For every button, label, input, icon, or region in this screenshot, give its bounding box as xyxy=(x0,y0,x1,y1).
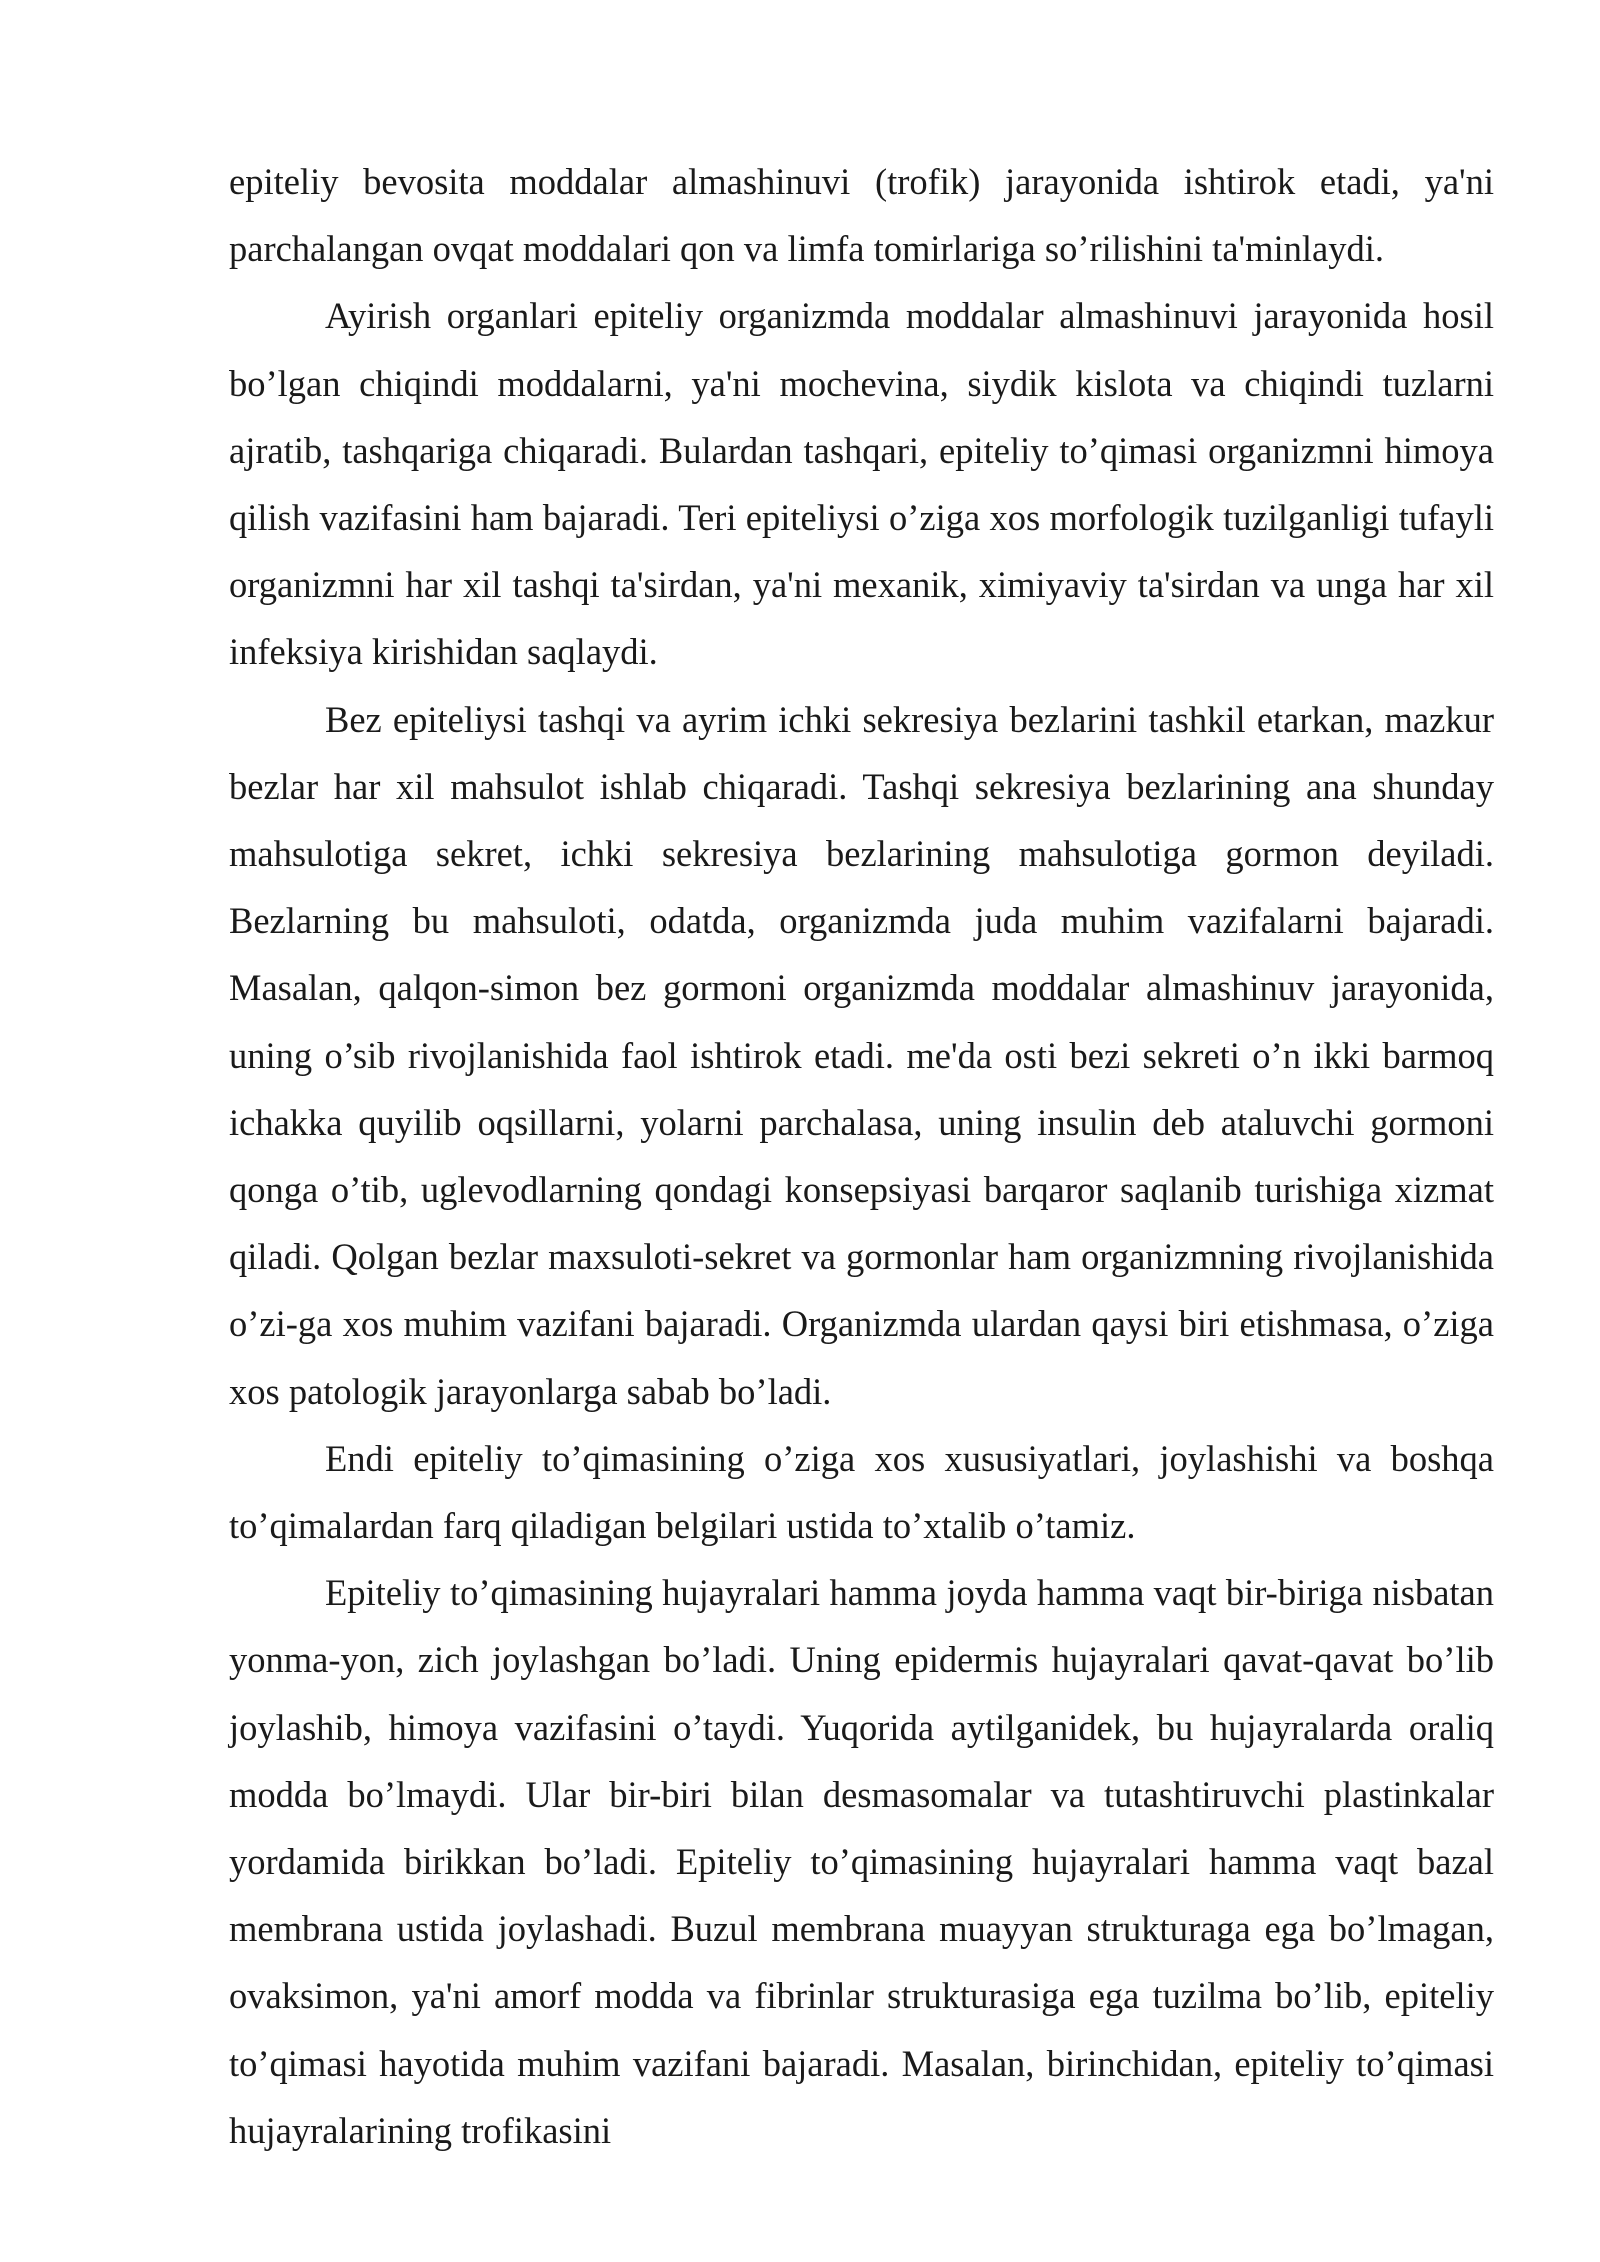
paragraph-continuation: epiteliy bevosita moddalar almashinuvi (trofik) jarayonida ishtirok etadi, ya'ni parchalangan ovqat moddalari qon va limfa tomirlariga so’rilishini ta'minlaydi. xyxy=(229,161,1494,270)
paragraph-excretory-epithelium: Ayirish organlari epiteliy organizmda moddalar almashinuvi jarayonida hosil bo’lgan chiqindi moddalarni, ya'ni mochevina, siydik kislota va chiqindi tuzlarni ajratib, tashqariga chiqaradi. Bulardan tashqari, epiteliy to’qimasi organizmni himoya qilish vazifasini ham bajaradi. Teri epiteliysi o’ziga xos morfologik tuzilganligi tufayli organizmni har xil tashqi ta'sirdan, ya'ni mexanik, ximiyaviy ta'sirdan va unga har xil infeksiya kirishidan saqlaydi. xyxy=(229,295,1494,673)
document-page xyxy=(229,148,1494,2164)
paragraph-glandular-epithelium: Bez epiteliysi tashqi va ayrim ichki sekresiya bezlarini tashkil etarkan, mazkur bezlar har xil mahsulot ishlab chiqaradi. Tashqi sekresiya bezlarining ana shunday mahsulotiga sekret, ichki sekresiya bezlarining mahsulotiga gormon deyiladi. Bezlarning bu mahsuloti, odatda, organizmda juda muhim vazifalarni bajaradi. Masalan, qalqon-simon bez gormoni organizmda moddalar almashinuv jarayonida, uning o’sib rivojlanishida faol ishtirok etadi. me'da osti bezi sekreti o’n ikki barmoq ichakka quyilib oqsillarni, yolarni parchalasa, uning insulin deb ataluvchi gormoni qonga o’tib, uglevodlarning qondagi konsepsiyasi barqaror saqlanib turishiga xizmat qiladi. Qolgan bezlar maxsuloti-sekret va gormonlar ham organizmning rivojlanishida o’zi-ga xos muhim vazifani bajaradi. Organizmda ulardan qaysi biri etishmasa, o’ziga xos patologik jarayonlarga sabab bo’ladi. xyxy=(229,698,1494,1412)
paragraph-epithelium-features-intro: Endi epiteliy to’qimasining o’ziga xos xususiyatlari, joylashishi va boshqa to’qimalardan farq qiladigan belgilari ustida to’xtalib o’tamiz. xyxy=(229,1437,1494,1547)
paragraph-epithelium-cells: Epiteliy to’qimasining hujayralari hamma joyda hamma vaqt bir-biriga nisbatan yonma-yon, zich joylashgan bo’ladi. Uning epidermis hujayralari qavat-qavat bo’lib joylashib, himoya vazifasini o’taydi. Yuqorida aytilganidek, bu hujayralarda oraliq modda bo’lmaydi. Ular bir-biri bilan desmasomalar va tutashtiruvchi plastinkalar yordamida birikkan bo’ladi. Epiteliy to’qimasining hujayralari hamma vaqt bazal membrana ustida joylashadi. Buzul membrana muayyan strukturaga ega bo’lmagan, ovaksimon, ya'ni amorf modda va fibrinlar strukturasiga ega tuzilma bo’lib, epiteliy to’qimasi hayotida muhim vazifani bajaradi. Masalan, birinchidan, epiteliy to’qimasi hujayralarining trofikasini xyxy=(229,1572,1494,2151)
